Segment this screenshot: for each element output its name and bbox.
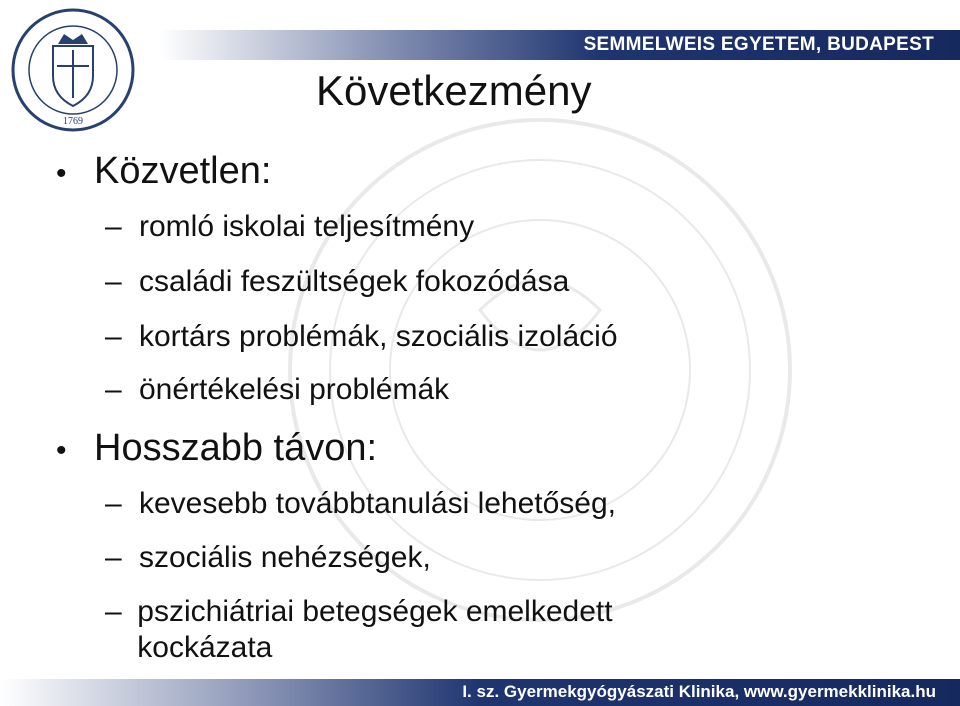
- slide-title: Következmény: [316, 67, 592, 114]
- list-item: – szociális nehézségek,: [105, 541, 431, 574]
- list-item: – önértékelési problémák: [105, 373, 450, 406]
- list-item: – családi feszültségek fokozódása: [105, 265, 570, 298]
- section-heading: Hosszabb távon:: [94, 427, 378, 469]
- footer-bar: [0, 679, 960, 706]
- footer-text: I. sz. Gyermekgyógyászati Klinika, www.gyermekklinika.hu: [462, 682, 936, 701]
- bullet-kozvetlen: [56, 150, 271, 193]
- bullet-dot: •: [56, 434, 67, 467]
- list-item: – kortárs problémák, szociális izoláció: [105, 320, 618, 353]
- institution-name: SEMMELWEIS EGYETEM, BUDAPEST: [583, 34, 934, 55]
- bullet-dot: •: [56, 157, 67, 190]
- section-heading: Közvetlen:: [94, 150, 272, 192]
- list-item: – pszichiátriai betegségek emelkedett kockázata: [105, 595, 613, 664]
- svg-text:1769: 1769: [63, 116, 83, 127]
- list-item: – kevesebb továbbtanulási lehetőség,: [105, 487, 617, 520]
- bullet-hosszabb-tavon: [56, 427, 377, 470]
- list-item: – romló iskolai teljesítmény: [105, 210, 475, 243]
